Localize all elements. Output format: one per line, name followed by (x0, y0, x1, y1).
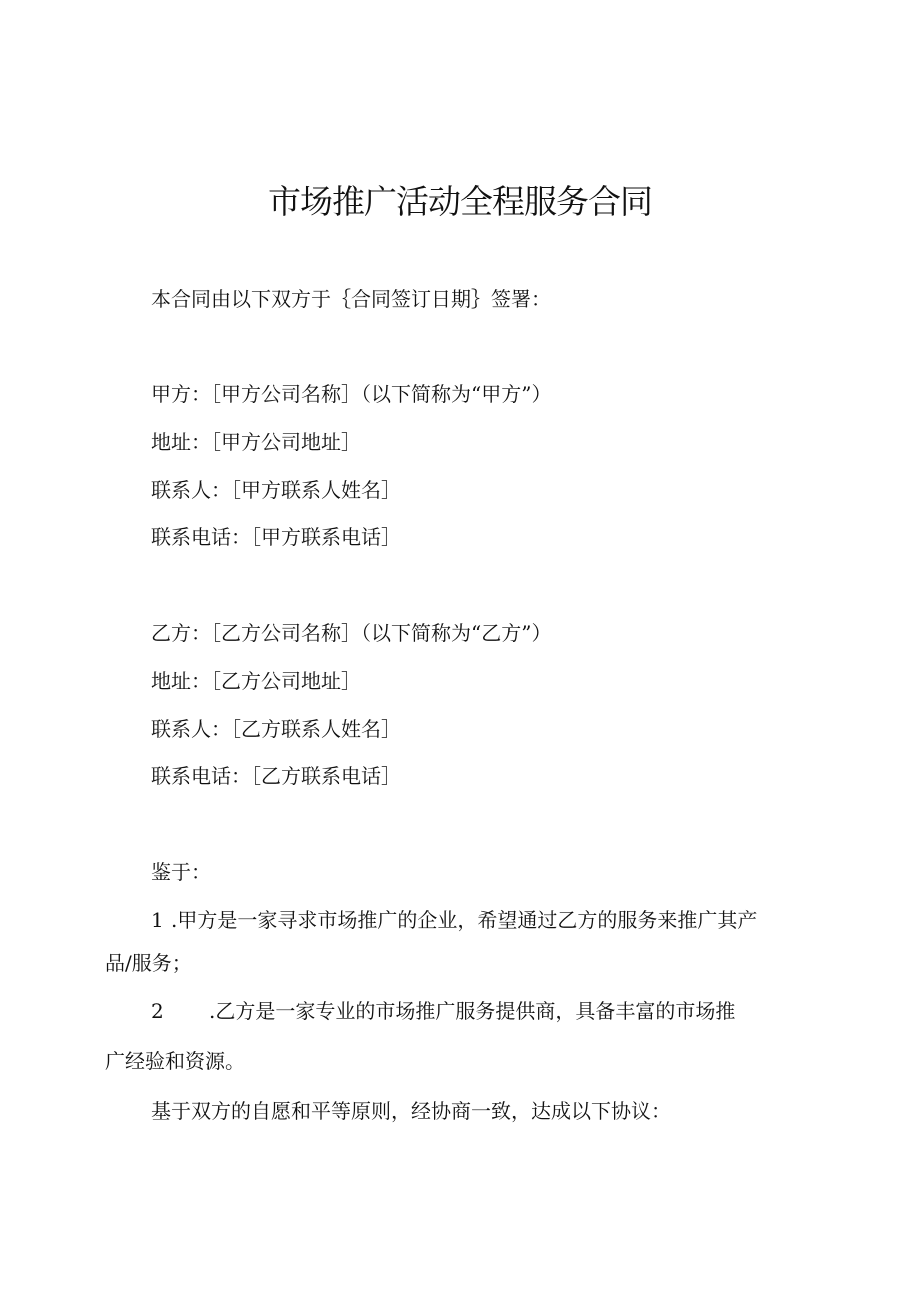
party-b-name: 乙方：［乙方公司名称］（以下简称为“乙方”） (151, 621, 552, 645)
agreement-line: 基于双方的自愿和平等原则，经协商一致，达成以下协议： (151, 1099, 671, 1123)
item-text: .乙方是一家专业的市场推广服务提供商，具备丰富的市场推 (209, 999, 736, 1023)
intro-line: 本合同由以下双方于｛合同签订日期｝签署： (151, 287, 551, 311)
whereas-item-1-continued: 品/服务； (105, 951, 192, 975)
item-number: 1 (151, 908, 164, 932)
party-b-contact: 联系人：［乙方联系人姓名］ (151, 717, 401, 741)
party-b-phone: 联系电话：［乙方联系电话］ (151, 764, 401, 788)
document-title: 市场推广活动全程服务合同 (268, 182, 652, 221)
item-number: 2 (151, 999, 164, 1023)
whereas-heading: 鉴于： (151, 860, 211, 884)
whereas-item-2 (151, 997, 735, 1025)
party-a-address: 地址：［甲方公司地址］ (151, 430, 361, 454)
party-a-contact: 联系人：［甲方联系人姓名］ (151, 478, 401, 502)
whereas-item-2-continued: 广经验和资源。 (105, 1049, 245, 1073)
item-text: .甲方是一家寻求市场推广的企业，希望通过乙方的服务来推广其产 (171, 908, 758, 932)
party-a-name: 甲方：［甲方公司名称］（以下简称为“甲方”） (151, 382, 552, 406)
whereas-item-1 (151, 906, 757, 934)
party-b-address: 地址：［乙方公司地址］ (151, 669, 361, 693)
party-a-phone: 联系电话：［甲方联系电话］ (151, 525, 401, 549)
